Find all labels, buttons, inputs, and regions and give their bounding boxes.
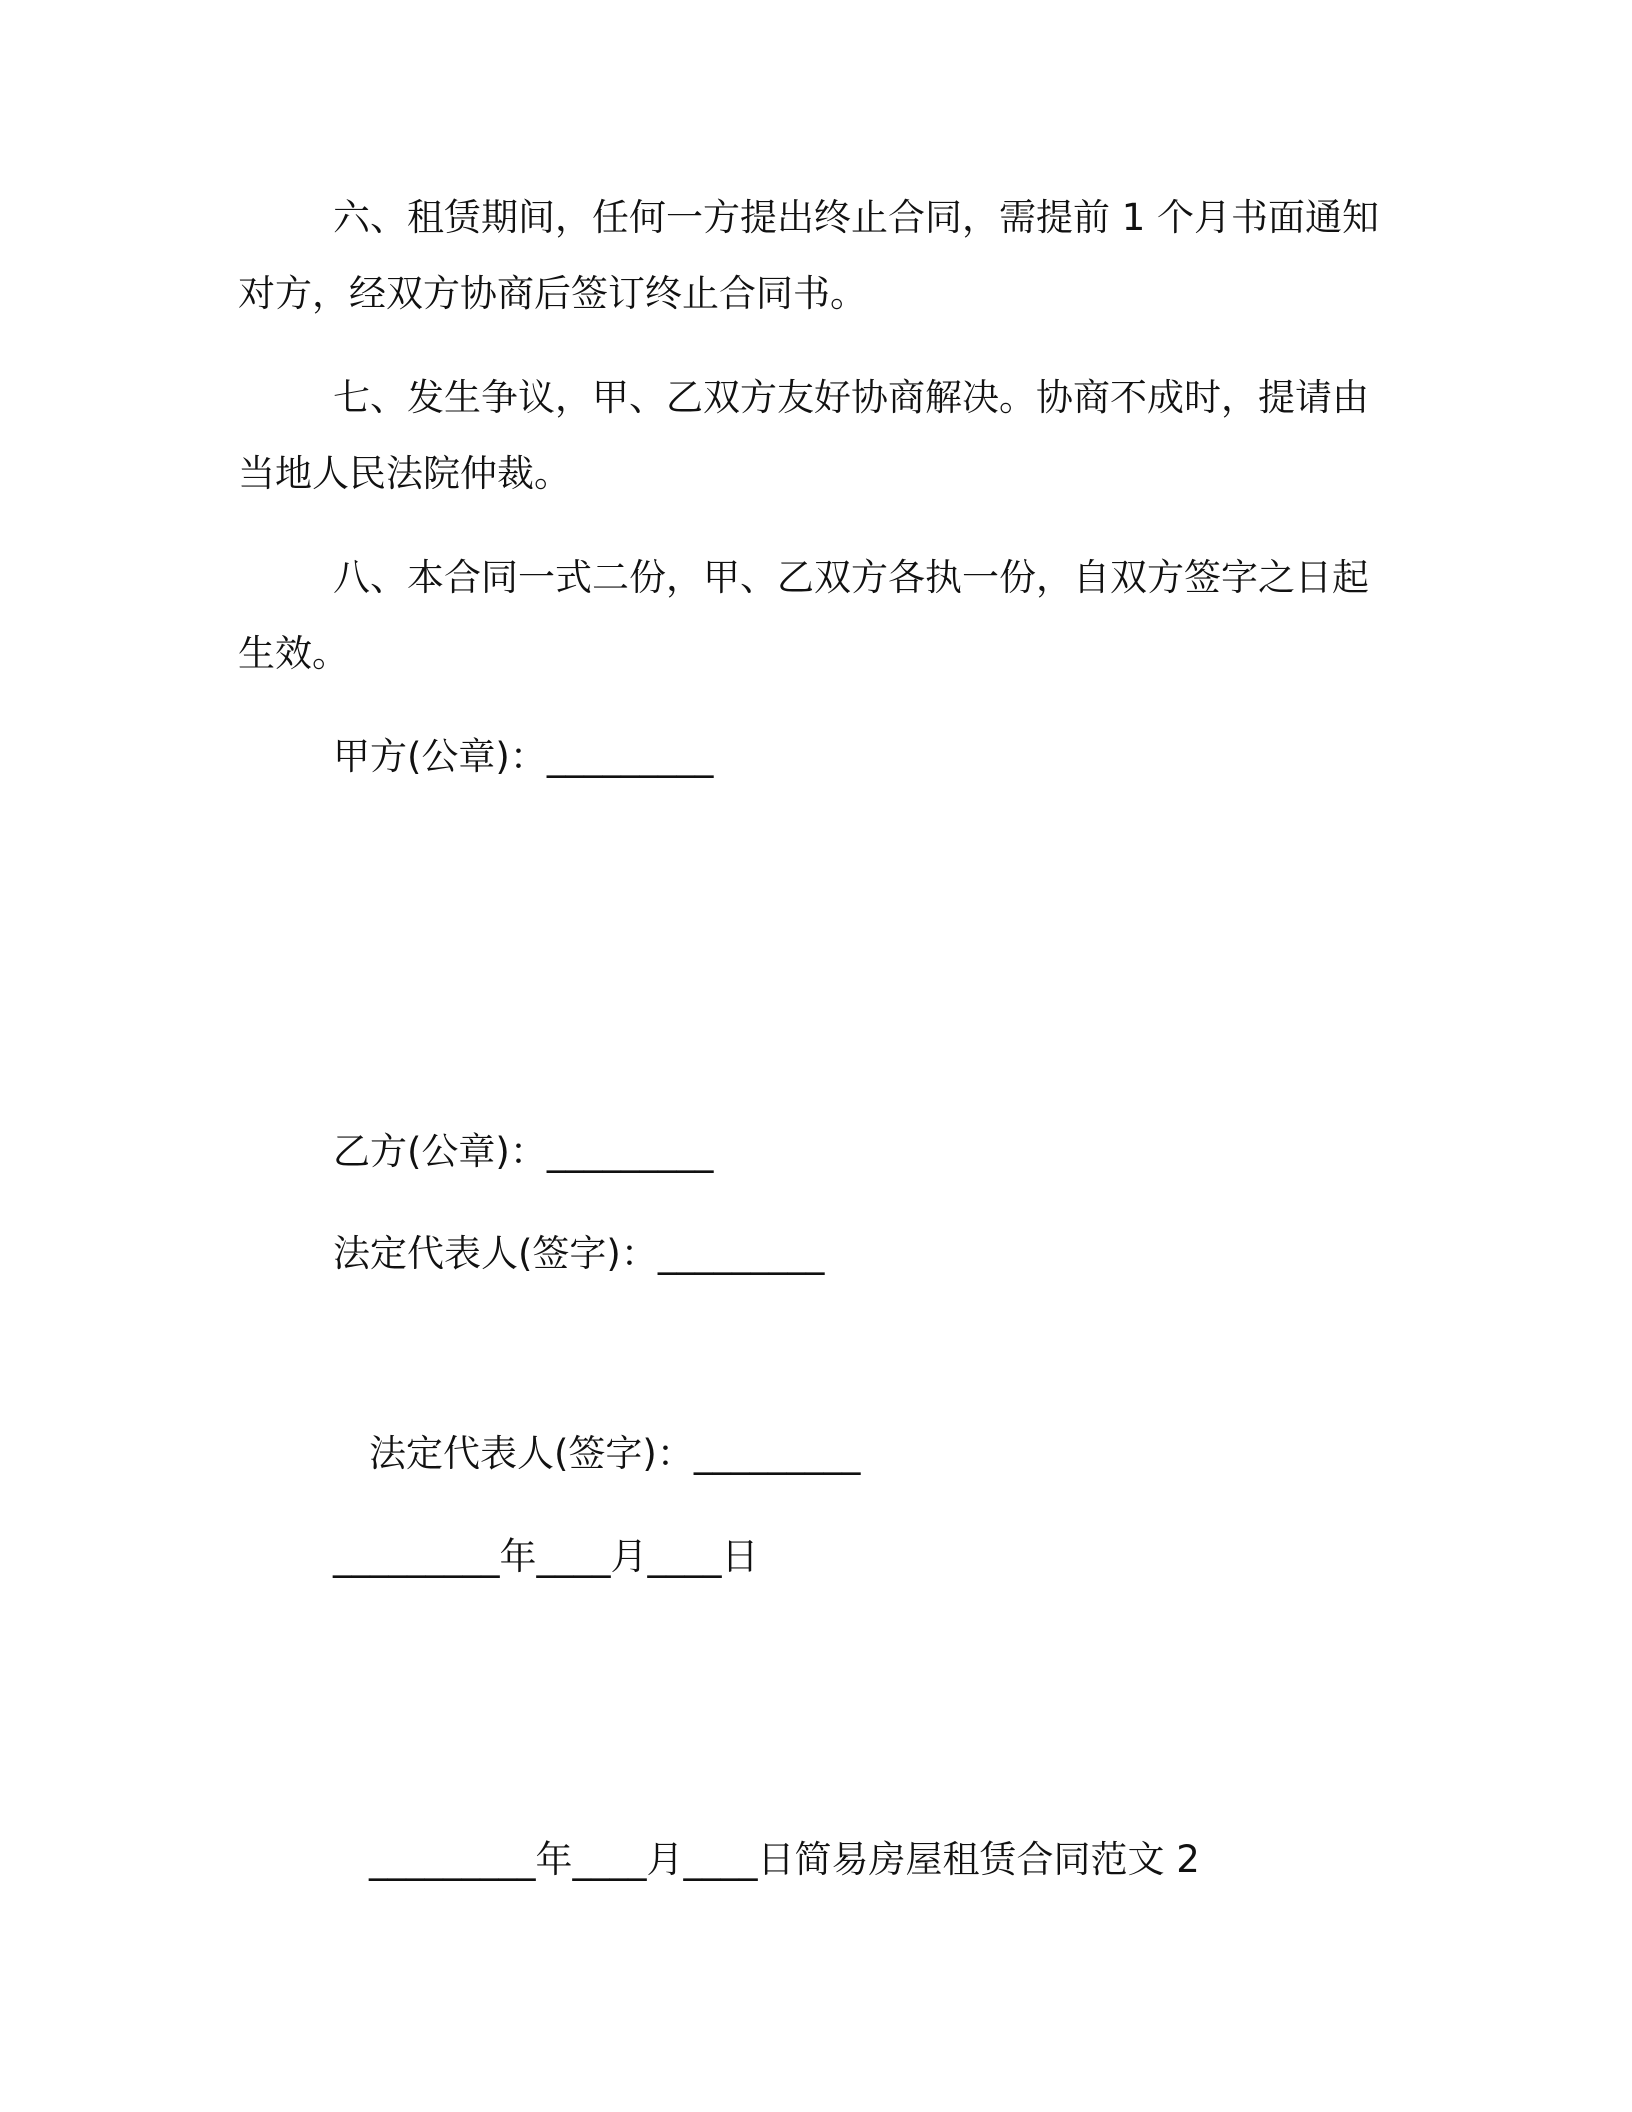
clause-6-line-2: 对方，经双方协商后签订终止合同书。 [238, 272, 867, 315]
signing-date-line: _________年____月____日 [333, 1535, 759, 1578]
next-contract-title-line: _________年____月____日简易房屋租赁合同范文 2 [369, 1838, 1200, 1881]
clause-7-line-2: 当地人民法院仲裁。 [238, 452, 571, 495]
clause-6-line-1: 六、租赁期间，任何一方提出终止合同，需提前 1 个月书面通知 [333, 196, 1380, 239]
legal-representative-line-1: 法定代表人(签字)：_________ [333, 1232, 825, 1275]
clause-7-line-1: 七、发生争议，甲、乙双方友好协商解决。协商不成时，提请由 [333, 376, 1369, 419]
clause-8-line-1: 八、本合同一式二份，甲、乙双方各执一份，自双方签字之日起 [333, 556, 1369, 599]
party-a-seal-line: 甲方(公章)：_________ [333, 735, 714, 778]
legal-representative-line-2: 法定代表人(签字)：_________ [369, 1432, 861, 1475]
clause-8-line-2: 生效。 [238, 632, 349, 675]
party-b-seal-line: 乙方(公章)：_________ [333, 1130, 714, 1173]
